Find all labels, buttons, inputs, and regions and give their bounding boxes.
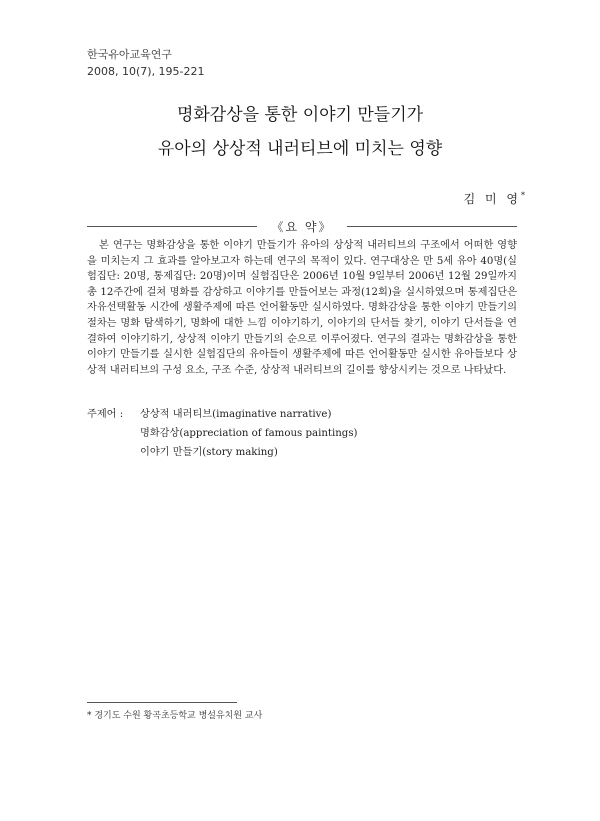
journal-info <box>87 46 205 80</box>
paper-title-line-2: 유아의 상상적 내러티브에 미치는 영향 <box>157 139 443 159</box>
author-affiliation-footnote: * 경기도 수원 황곡초등학교 병설유치원 교사 <box>87 711 263 721</box>
journal-citation: 2008, 10(7), 195-221 <box>87 65 205 78</box>
keyword-item: 이야기 만들기(story making) <box>140 447 278 458</box>
keyword-item: 명화감상(appreciation of famous paintings) <box>140 428 358 439</box>
abstract-heading-label: 《요 약》 <box>271 220 333 234</box>
abstract-rule-right <box>347 226 517 227</box>
journal-name: 한국유아교육연구 <box>87 48 173 61</box>
footnote-divider <box>87 702 237 703</box>
abstract-heading <box>87 218 517 234</box>
author-name: 김 미 영 <box>463 192 521 206</box>
paper-title-line-1: 명화감상을 통한 이야기 만들기가 <box>176 105 424 125</box>
abstract-body: 본 연구는 명화감상을 통한 이야기 만들기가 유아의 상상적 내러티브의 구조에서 어떠한 영향을 미치는지 그 효과를 알아보고자 하는데 연구의 목적이 있다. 연구대상은 만 5세 유아 40명(실험집단: 20명, 통제집단: 20명)이며 실험집단은 2006년 10월 9일부터 2006년 12월 29일까지 총 12주간에 걸쳐 명화를 감상하고 이야기를 만들어보는 과정(12회)을 실시하였으며 통제집단은 자유선택활동 시간에 생활주제에 따른 언어활동만 실시하였다. 명화감상을 통한 이야기 만들기의 절차는 명화 탐색하기, 명화에 대한 느낌 이야기하기, 이야기의 단서들 찾기, 이야기 단서들을 연결하여 이야기하기, 상상적 이야기 만들기의 순으로 이루어졌다. 연구의 결과는 명화감상을 통한 이야기 만들기를 실시한 실험집단의 유아들이 생활주제에 따른 언어활동만 실시한 유아들보다 상상적 내러티브의 구성 요소, 구조 수준, 상상적 내러티브의 길이를 향상시키는 것으로 나타났다. <box>87 240 517 376</box>
author-footnote-mark: * <box>521 191 525 200</box>
keywords-label: 주제어 : <box>87 409 124 420</box>
keyword-item: 상상적 내러티브(imaginative narrative) <box>140 409 332 420</box>
author <box>464 190 525 207</box>
keywords-list <box>140 405 358 462</box>
